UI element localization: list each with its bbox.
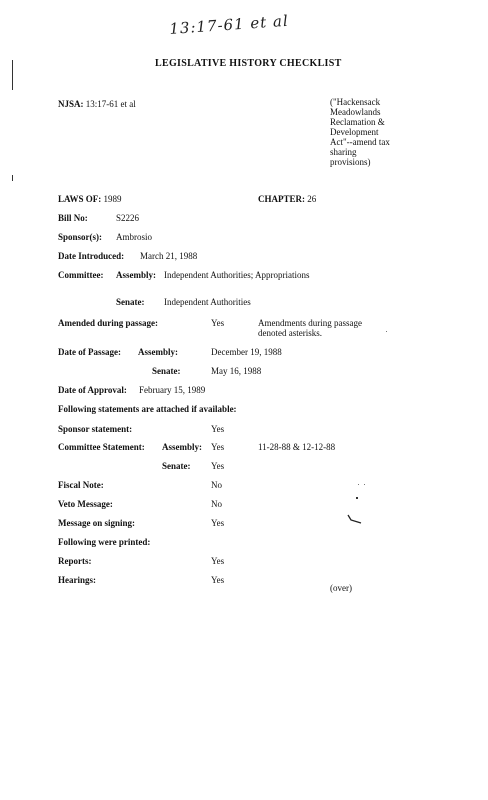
fiscal-note-value: No <box>211 480 222 490</box>
approval-label: Date of Approval: <box>58 385 127 395</box>
njsa-label: NJSA: <box>58 99 84 109</box>
hearings-label: Hearings: <box>58 575 96 585</box>
committee-statement-senate-value: Yes <box>211 461 225 471</box>
scan-speck <box>386 331 387 332</box>
date-introduced-label: Date Introduced: <box>58 251 125 261</box>
committee-senate-label: Senate: <box>116 297 145 307</box>
scan-speck <box>358 484 359 485</box>
committee-label: Committee: <box>58 270 104 280</box>
date-introduced-value: March 21, 1988 <box>140 251 198 261</box>
committee-statement-senate-label: Senate: <box>162 461 191 471</box>
over-note: (over) <box>330 583 352 593</box>
bill-no-label: Bill No: <box>58 213 88 223</box>
committee-assembly-label: Assembly: <box>116 270 156 280</box>
passage-assembly-label: Assembly: <box>138 347 178 357</box>
amended-note: Amendments during passage denoted asterisks. <box>258 318 362 338</box>
njsa-value: 13:17-61 et al <box>85 99 136 109</box>
committee-statement-label: Committee Statement: <box>58 442 145 452</box>
committee-statement-assembly-value: Yes <box>211 442 225 452</box>
sponsor-value: Ambrosio <box>116 232 152 242</box>
scan-speck <box>356 497 358 499</box>
committee-statement-assembly-label: Assembly: <box>162 442 202 452</box>
chapter-row <box>258 194 316 204</box>
printed-heading: Following were printed: <box>58 537 151 547</box>
laws-of-label: LAWS OF: <box>58 194 102 204</box>
veto-message-value: No <box>211 499 222 509</box>
hearings-value: Yes <box>211 575 225 585</box>
message-on-signing-value: Yes <box>211 518 225 528</box>
amended-label: Amended during passage: <box>58 318 159 328</box>
page-title: LEGISLATIVE HISTORY CHECKLIST <box>155 58 342 69</box>
committee-assembly-value: Independent Authorities; Appropriations <box>164 270 310 280</box>
amended-value: Yes <box>211 318 225 328</box>
margin-mark-top <box>12 60 13 90</box>
laws-of-row <box>58 194 122 204</box>
njsa-row <box>58 99 136 109</box>
sponsor-label: Sponsor(s): <box>58 232 103 242</box>
act-description: ("Hackensack Meadowlands Reclamation & Development Act"--amend tax sharing provisions) <box>330 97 390 167</box>
sponsor-statement-label: Sponsor statement: <box>58 424 133 434</box>
margin-mark-bottom <box>12 175 13 181</box>
handwritten-note: 13:17-61 et al <box>168 11 290 38</box>
passage-senate-value: May 16, 1988 <box>211 366 262 376</box>
reports-value: Yes <box>211 556 225 566</box>
committee-senate-value: Independent Authorities <box>164 297 251 307</box>
passage-assembly-value: December 19, 1988 <box>211 347 282 357</box>
laws-of-value: 1989 <box>103 194 122 204</box>
committee-statement-dates: 11-28-88 & 12-12-88 <box>258 442 336 452</box>
passage-label: Date of Passage: <box>58 347 121 357</box>
scan-speck <box>364 484 365 485</box>
sponsor-statement-value: Yes <box>211 424 225 434</box>
fiscal-note-label: Fiscal Note: <box>58 480 104 490</box>
message-on-signing-label: Message on signing: <box>58 518 136 528</box>
chapter-label: CHAPTER: <box>258 194 305 204</box>
passage-senate-label: Senate: <box>152 366 181 376</box>
approval-value: February 15, 1989 <box>139 385 206 395</box>
chapter-value: 26 <box>307 194 317 204</box>
stray-pen-mark <box>347 514 363 524</box>
veto-message-label: Veto Message: <box>58 499 113 509</box>
statements-heading: Following statements are attached if available: <box>58 404 237 414</box>
reports-label: Reports: <box>58 556 92 566</box>
bill-no-value: S2226 <box>116 213 140 223</box>
